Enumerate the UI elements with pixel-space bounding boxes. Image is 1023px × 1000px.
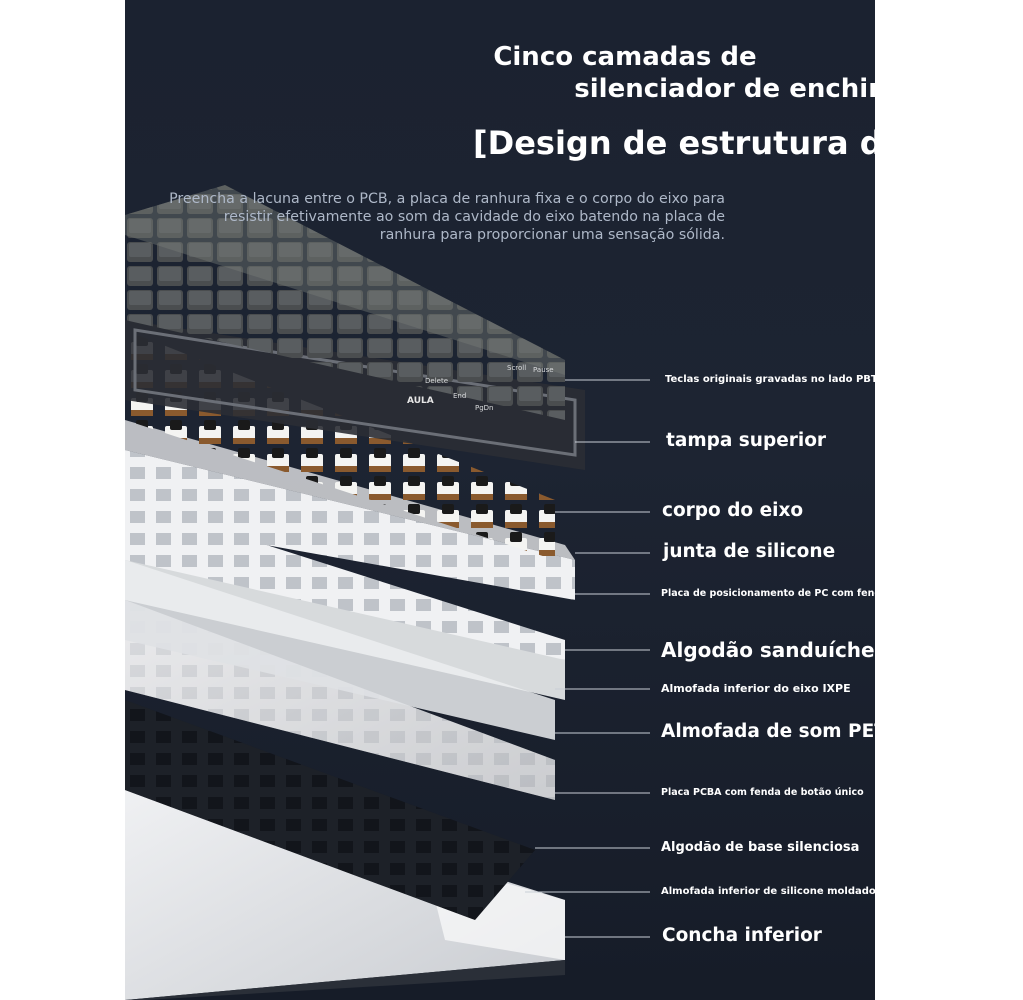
brand-logo: AULA [407,396,434,406]
callout-bottom-shell: Concha inferior [662,925,822,946]
callout-switch-body: corpo do eixo [662,500,804,521]
keycap-end: End [453,392,467,400]
heading-line-2: silenciador de enchimento [574,74,962,104]
callout-top-case: tampa superior [666,430,827,451]
callout-pet-pad: Almofada de som PET [661,721,887,742]
callout-pc-plate: Placa de posicionamento de PC com fenda [661,588,888,599]
callout-sandwich-foam: Algodão sanduíche [661,638,875,662]
heading-line-1: Cinco camadas de [493,42,757,72]
callout-silicone-bottom-pad: Almofada inferior de silicone moldado [661,886,876,897]
heading-subtitle: [Design de estrutura de junta] [473,124,1023,162]
callout-pcba: Placa PCBA com fenda de botão único [661,787,864,798]
callout-base-foam: Algodão de base silenciosa [661,840,860,855]
keycap-pgdn: PgDn [475,404,494,412]
callout-keycaps: Teclas originais gravadas no lado PBT [665,374,878,385]
callout-silicone-gasket: junta de silicone [663,541,836,562]
keycap-scroll: Scroll [507,364,527,372]
callout-ixpe-pad: Almofada inferior do eixo IXPE [661,682,851,695]
product-panel [125,0,1023,1000]
description-text: Preencha a lacuna entre o PCB, a placa de ranhura fixa e o corpo do eixo para resistir efetivamente ao som da cavidade do eixo batendo na placa de ranhura para proporcionar uma sensação sólida. [169,191,725,243]
keycap-pause: Pause [533,366,554,374]
keycap-delete: Delete [425,377,448,385]
